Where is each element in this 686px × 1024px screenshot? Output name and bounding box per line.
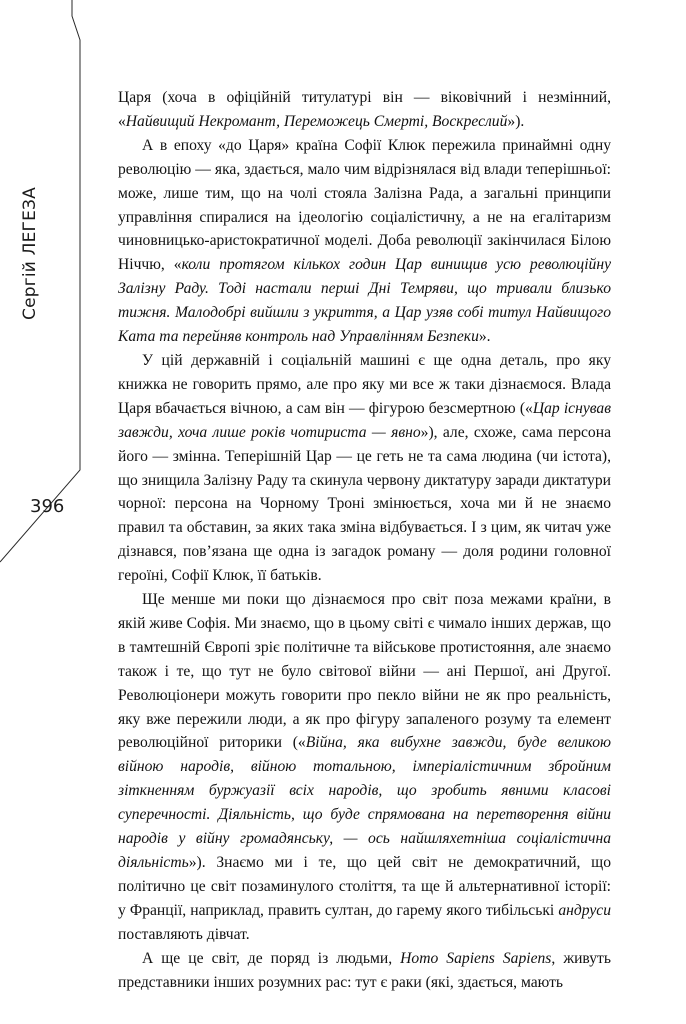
italic-quote-text: коли протягом кількох годин Цар винищив усю революційну Залізну Раду. Тоді настали перші Дні Темряви, що тривали близько тижня. Малодобрі вийшли з укриття, а Цар узяв собі титул Найвищого Ката та перейняв контроль над Управлінням Безпеки: [118, 256, 611, 346]
paragraph: [118, 86, 611, 134]
italic-quote-text: андруси: [558, 901, 611, 919]
text-run: А ще це світ, де поряд із людьми,: [142, 949, 401, 967]
running-head-author: Сергій ЛЕГЕЗА: [20, 187, 40, 320]
text-run: А в епоху «до Царя» країна Софії Клюк пережила принаймні одну революцію — яка, здається, мало чим відрізнялася від влади теперішньої: може, лише тим, що на чолі стояла Залізна Рада, а загальні принципи управління спиралися на ідеологію соціалістичну, а не на егалітаризм чиновницько-аристократичної моделі. Доба революції закінчилася Білою Ніччю, «: [118, 136, 611, 274]
italic-quote-text: Цар існував завжди, хоча лише років чотириста — явно: [118, 399, 611, 441]
text-run: поставляють дівчат.: [118, 925, 250, 943]
text-run: У цій державній і соціальній машині є ще одна деталь, про яку книжка не говорить прямо, але про яку ми все ж таки дізнаємося. Влада Царя вбачається вічною, а сам він — фігурою безсмертною («: [118, 351, 611, 417]
italic-quote-text: Homo Sapiens Sapiens: [400, 949, 552, 967]
text-run: »), але, схоже, сама персона його — змінна. Теперішній Цар — це геть не та сама людина (чи істота), що знищила Залізну Раду та скинула червону диктатуру заради диктатури чорної: персона на Чорному Троні змінюється, хоча ми й не знаємо правил та обставин, за яких така зміна відбувається. І з цим, як читач уже дізнався, пов’язана ще одна із загадок роману — доля родини головної героїні, Софії Клюк, її батьків.: [118, 423, 611, 585]
text-run: , живуть представники інших розумних рас: тут є раки (які, здається, мають: [118, 949, 611, 991]
paragraph: [118, 947, 611, 995]
body-text: [118, 86, 611, 994]
italic-quote-text: Найвищий Некромант, Переможець Смерті, Воскреслий: [125, 112, 508, 130]
page-number: 396: [30, 496, 65, 517]
text-run: »). Знаємо ми і те, що цей світ не демократичний, що політично це світ позаминулого століття, та ще й альтернативної історії: у Франції, наприклад, править султан, до гарему якого тибільські: [118, 854, 611, 919]
text-run: Ще менше ми поки що дізнаємося про світ поза межами країни, в якій живе Софія. Ми знаємо, що в цьому світі є чимало інших держав, що в тамтешній Європі зріє політичне та військове протистояння, але знаємо також і те, що тут не було світової війни — ані Першої, ані Другої. Революціонери можуть говорити про пекло війни не як про реальність, яку вже пережили люди, а як про фігуру запаленого розуму та елемент революційної риторики («: [118, 591, 611, 752]
text-run: »).: [507, 112, 525, 130]
paragraph: [118, 349, 611, 588]
text-run: Царя (хоча в офіційній титулатурі він — віковічний і незмінний, «: [118, 89, 611, 130]
text-run: ».: [478, 328, 491, 346]
italic-quote-text: Війна, яка вибухне завжди, буде великою війною народів, війною тотальною, імперіалістичним збройним зіткненням буржуазії всіх народів, що зробить явними класові суперечності. Діяльність, що буде спрямована на перетворення війни народів у війну громадянську, — ось найшляхетніша соціалістична діяльність: [118, 734, 611, 871]
paragraph: [118, 588, 611, 947]
paragraph: [118, 134, 611, 349]
